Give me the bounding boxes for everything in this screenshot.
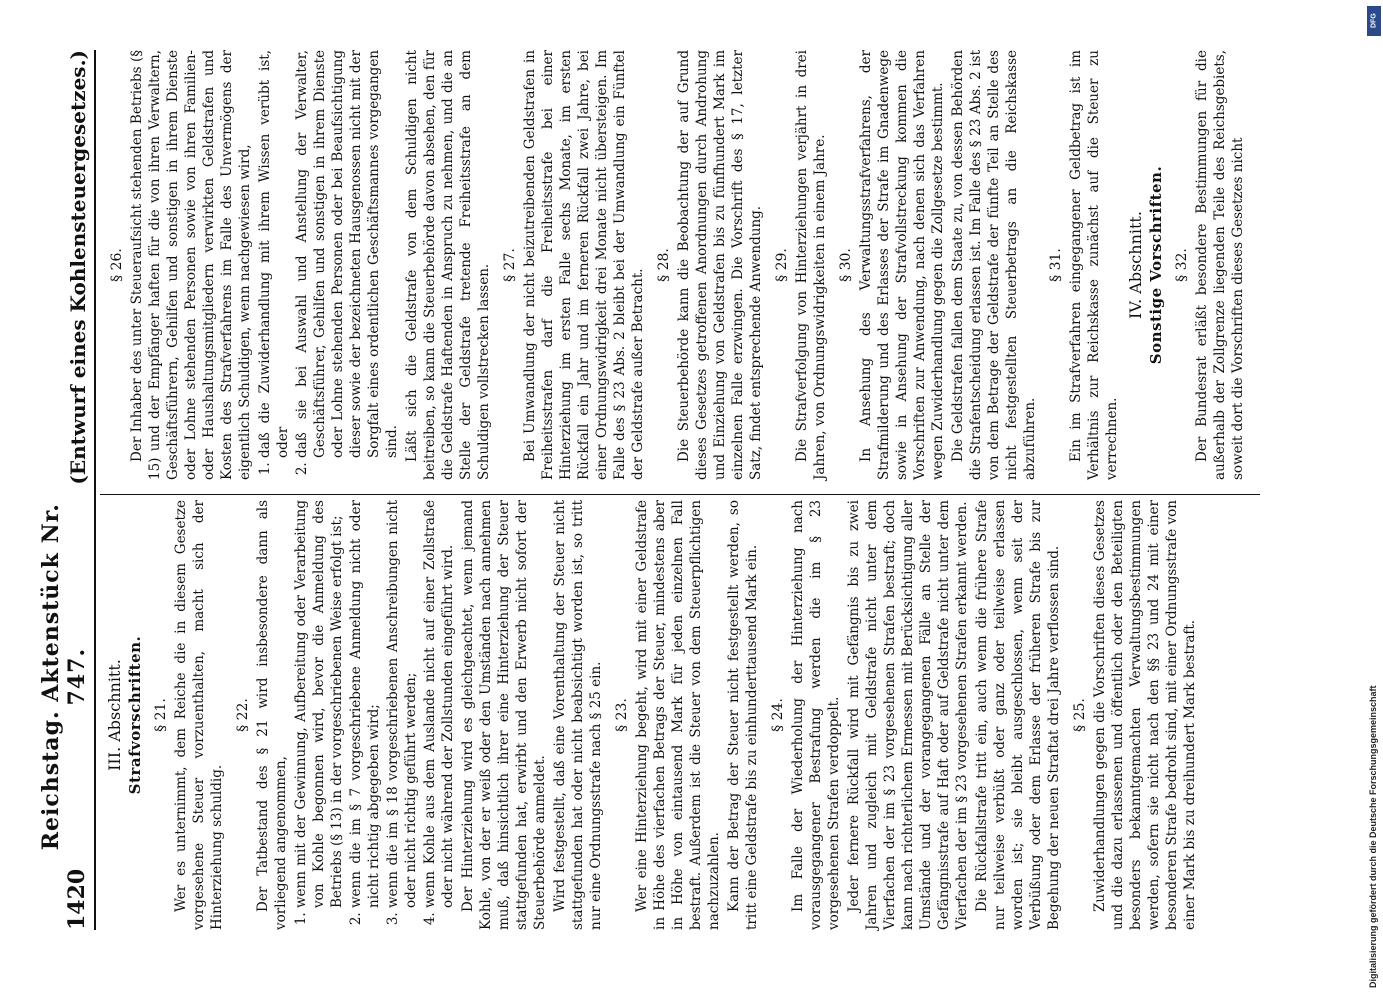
section-title: Strafvorschriften. bbox=[126, 635, 144, 795]
paragraph-text: Die Rückfallstrafe tritt ein, auch wenn die frühere Strafe nur teilweise verbüßt oder ganz oder teilweise erlassen worden ist; sie bleibt ausgeschlossen, wenn seit der Verbüßung oder dem Erlasse der früheren Strafe bis zur Begehung der neuen Straftat drei Jahre verflossen sind. bbox=[974, 500, 1062, 930]
header-subtitle: (Entwurf eines Kohlensteuergesetzes.) bbox=[66, 50, 90, 485]
paragraph-heading: § 29. bbox=[774, 248, 790, 282]
paragraph-text: Der Inhaber des unter Steueraufsicht stehenden Betriebs (§ 15) und der Empfänger haften für die von ihren Verwaltern, Geschäftsführern, Gehilfen und sonstigen in ihrem Dienste oder Lohne stehenden Personen sowie von ihren Familien- oder Haushaltungsmitgliedern verwirkten Geldstrafen und Kosten des Strafverfahrens im Falle des Unvermögens der eigentlich Schuldigen, wenn nachgewiesen wird, bbox=[129, 50, 253, 480]
list-item: 1. wenn mit der Gewinnung, Aufbereitung oder Verarbeitung von Kohle begonnen wird, bevor die Anmeldung des Betriebs (§ 13) in der vorgeschriebenen Weise erfolgt ist; bbox=[292, 500, 346, 908]
paragraph-text: Die Strafverfolgung von Hinterziehungen verjährt in drei Jahren, von Ordnungswidrigkeiten in einem Jahre. bbox=[794, 50, 828, 480]
paragraph-text: Wer es unternimmt, dem Reiche die in diesem Gesetze vorgesehene Steuer vorzuenthalten, macht sich der Hinterziehung schuldig. bbox=[173, 500, 225, 930]
paragraph-text: Kann der Betrag der Steuer nicht festgestellt werden, so tritt eine Geldstrafe bis zu einhunderttausend Mark ein. bbox=[726, 500, 760, 930]
section-heading: III. Abschnitt. bbox=[105, 659, 124, 771]
paragraph-heading: § 24. bbox=[770, 698, 786, 732]
page-header bbox=[38, 50, 96, 930]
section-title: Sonstige Vorschriften. bbox=[1147, 165, 1165, 365]
list-item: 2. daß sie bei Auswahl und Anstellung der Verwalter, Geschäftsführer, Gehilfen und sonstigen in ihrem Dienste oder Lohne stehenden Personen oder bei Beaufsichtigung dieser sowie der bezeichneten Hausgenossen nicht mit der Sorgfalt eines ordentlichen Geschäftsmannes vorgegangen sind. bbox=[293, 50, 401, 458]
paragraph-heading: § 27. bbox=[502, 248, 518, 282]
dfg-logo: DFG bbox=[1367, 6, 1381, 36]
paragraph-text: Zuwiderhandlungen gegen die Vorschriften dieses Gesetzes und die dazu erlassenen und öffentlich oder den Beteiligten besonders bekanntgemachten Verwaltungsbestimmungen werden, sofern sie nicht nach den §§ 23 und 24 mit einer besonderen Strafe bedroht sind, mit einer Ordnungsstrafe von einer Mark bis zu dreihundert Mark bestraft. bbox=[1092, 500, 1198, 930]
paragraph-text: Im Falle der Wiederholung der Hinterziehung nach vorausgegangener Bestrafung werden die im § 23 vorgesehenen Strafen verdoppelt. bbox=[790, 500, 842, 930]
left-column bbox=[100, 500, 1201, 930]
paragraph-heading: § 30. bbox=[838, 248, 854, 282]
paragraph-text: Wird festgestellt, daß eine Vorenthaltung der Steuer nicht stattgefunden hat oder nicht beabsichtigt worden ist, so tritt nur eine Ordnungsstrafe nach § 25 ein. bbox=[552, 500, 604, 930]
page-number: 1420 bbox=[64, 868, 90, 930]
numbered-list bbox=[256, 50, 401, 480]
paragraph-heading: § 26. bbox=[109, 248, 125, 282]
paragraph-text: Der Tatbestand des § 21 wird insbesondere dann als vorliegend angenommen, bbox=[255, 500, 289, 930]
paragraph-heading: § 23. bbox=[614, 698, 630, 732]
paragraph-heading: § 21. bbox=[153, 698, 169, 732]
paragraph-heading: § 32. bbox=[1174, 248, 1190, 282]
paragraph-text: Die Steuerbehörde kann die Beobachtung der auf Grund dieses Gesetzes getroffenen Anordnungen durch Androhung und Einziehung von Geldstrafen bis zu fünfhundert Mark im einzelnen Falle erzwingen. Die Vorschrift des § 17, letzter Satz, findet entsprechende Anwendung. bbox=[676, 50, 764, 480]
list-item: 1. daß die Zuwiderhandlung mit ihrem Wissen verübt ist, oder bbox=[256, 50, 292, 458]
paragraph-text: Der Hinterziehung wird es gleichgeachtet, wenn jemand Kohle, von der er weiß oder den Umständen nach annehmen muß, daß hinsichtlich ihrer eine Hinterziehung der Steuer stattgefunden hat, erwirbt und den Erwerb nicht sofort der Steuerbehörde anmeldet. bbox=[460, 500, 548, 930]
paragraph-text: In Ansehung des Verwaltungsstrafverfahrens, der Strafmilderung und des Erlasses der Strafe im Gnadenwege sowie in Ansehung der Strafvollstreckung kommen die Vorschriften zur Anwendung, nach denen sich das Verfahren wegen Zuwiderhandlung gegen die Zollgesetze bestimmt. bbox=[858, 50, 946, 480]
list-item: 3. wenn die im § 18 vorgeschriebenen Anschreibungen nicht oder nicht richtig geführt werden; bbox=[384, 500, 420, 908]
paragraph-text: Ein im Strafverfahren eingegangener Geldbetrag ist im Verhältnis zur Reichskasse zunächst auf die Steuer zu verrechnen. bbox=[1068, 50, 1120, 480]
paragraph-text: Wer eine Hinterziehung begeht, wird mit einer Geldstrafe in Höhe des vierfachen Betrags der Steuer, mindestens aber in Höhe von eintausend Mark für jeden einzelnen Fall bestraft. Außerdem ist die Steuer von dem Steuerpflichtigen nachzuzahlen. bbox=[634, 500, 722, 930]
right-column bbox=[100, 50, 1249, 480]
paragraph-text: Läßt sich die Geldstrafe von dem Schuldigen nicht beitreiben, so kann die Steuerbehörde davon absehen, den für die Geldstrafe Haftenden in Anspruch zu nehmen, und die an Stelle der Geldstrafe tretende Freiheitsstrafe an dem Schuldigen vollstrecken lassen. bbox=[404, 50, 492, 480]
digitization-note bbox=[1365, 8, 1381, 988]
list-item: 4. wenn Kohle aus dem Auslande nicht auf einer Zollstraße oder nicht während der Zollstunden eingeführt wird. bbox=[421, 500, 457, 908]
paragraph-text: Die Geldstrafen fallen dem Staate zu, von dessen Behörden die Strafentscheidung erlassen ist. Im Falle des § 23 Abs. 2 ist von dem Betrage der Geldstrafe der fünfte Teil an Stelle des nicht festgestellten Steuerbetrags an die Reichskasse abzuführen. bbox=[950, 50, 1038, 480]
section-heading: IV. Abschnitt. bbox=[1126, 211, 1145, 319]
paragraph-text: Der Bundesrat erläßt besondere Bestimmungen für die außerhalb der Zollgrenze liegenden Teile des Reichsgebiets, soweit dort die Vorschriften dieses Gesetzes nicht bbox=[1194, 50, 1246, 480]
paragraph-heading: § 31. bbox=[1048, 248, 1064, 282]
header-title: Reichstag. Aktenstück Nr. 747. bbox=[38, 503, 90, 851]
numbered-list bbox=[292, 500, 457, 930]
digitization-note-text: Digitalisierung gefördert durch die Deutsche Forschungsgemeinschaft bbox=[1368, 685, 1378, 988]
paragraph-heading: § 22. bbox=[235, 698, 251, 732]
column-divider bbox=[100, 494, 1260, 495]
paragraph-heading: § 28. bbox=[656, 248, 672, 282]
paragraph-text: Bei Umwandlung der nicht beizutreibenden Geldstrafen in Freiheitsstrafen darf die Freiheitsstrafe bei einer Hinterziehung im ersten Falle sechs Monate, im ersten Rückfall ein Jahr und im ferneren Rückfall zwei Jahre, bei einer Ordnungswidrigkeit drei Monate nicht übersteigen. Im Falle des § 23 Abs. 2 bleibt bei der Umwandlung ein Fünftel der Geldstrafe außer Betracht. bbox=[522, 50, 646, 480]
list-item: 2. wenn die im § 7 vorgeschriebene Anmeldung nicht oder nicht richtig abgegeben wird; bbox=[347, 500, 383, 908]
paragraph-heading: § 25. bbox=[1072, 698, 1088, 732]
paragraph-text: Jeder fernere Rückfall wird mit Gefängnis bis zu zwei Jahren und zugleich mit Geldstrafe nicht unter dem Vierfachen der im § 23 vorgesehenen Strafen bestraft; doch kann nach richterlichem Ermessen mit Berücksichtigung aller Umstände und der vorangegangenen Fälle an Stelle der Gefängnisstrafe auf Haft oder auf Geldstrafe nicht unter dem Vierfachen der im § 23 vorgesehenen Strafen erkannt werden. bbox=[846, 500, 970, 930]
